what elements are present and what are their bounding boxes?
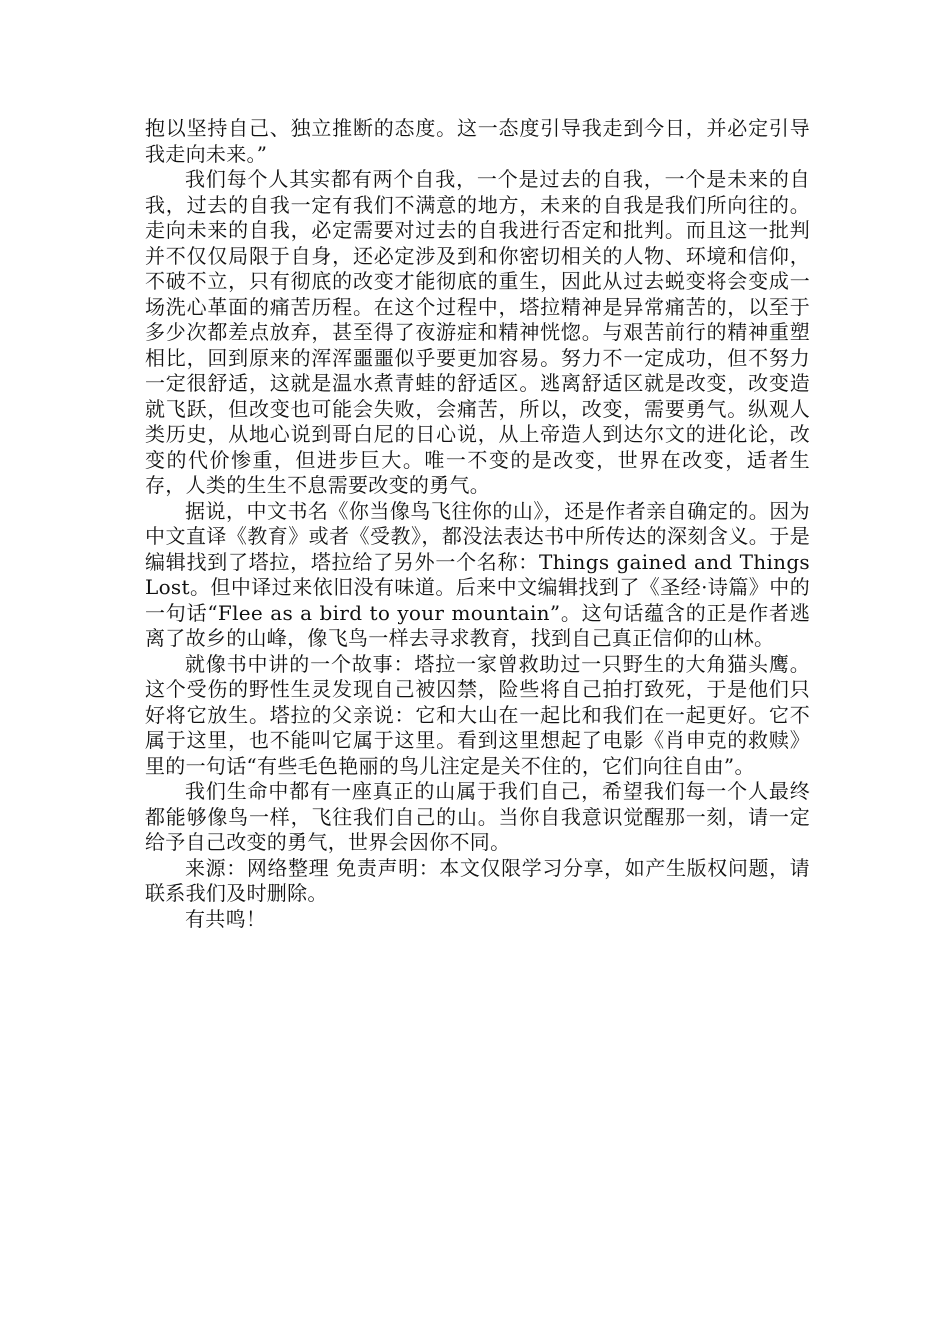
paragraph-disclaimer: 来源：网络整理 免责声明：本文仅限学习分享，如产生版权问题，请联系我们及时删除。 [145,855,810,905]
paragraph-book-title: 据说，中文书名《你当像鸟飞往你的山》，还是作者亲自确定的。因为中文直译《教育》或者《受教》，都没法表达书中所传达的深刻含义。于是编辑找到了塔拉，塔拉给了另外一个名称：Things gained and Things Lost。但中译过来依旧没有味道。后来中文编辑找到了《圣经·诗篇》中的一句话“Flee as a bird to your mountain”。这句话蕴含的正是作者逃离了故乡的山峰，像飞鸟一样去寻求教育，找到自己真正信仰的山林。 [145,498,810,650]
paragraph-two-selves: 我们每个人其实都有两个自我，一个是过去的自我，一个是未来的自我，过去的自我一定有我们不满意的地方，未来的自我是我们所向往的。走向未来的自我，必定需要对过去的自我进行否定和批判。而且这一批判并不仅仅局限于自身，还必定涉及到和你密切相关的人物、环境和信仰，不破不立，只有彻底的改变才能彻底的重生，因此从过去蜕变将会变成一场洗心革面的痛苦历程。在这个过程中，塔拉精神是异常痛苦的，以至于多少次都差点放弃，甚至得了夜游症和精神恍惚。与艰苦前行的精神重塑相比，回到原来的浑浑噩噩似乎要更加容易。努力不一定成功，但不努力一定很舒适，这就是温水煮青蛙的舒适区。逃离舒适区就是改变，改变造就飞跃，但改变也可能会失败，会痛苦，所以，改变，需要勇气。纵观人类历史，从地心说到哥白尼的日心说，从上帝造人到达尔文的进化论，改变的代价惨重，但进步巨大。唯一不变的是改变，世界在改变，适者生存，人类的生生不息需要改变的勇气。 [145,167,810,497]
paragraph-owl-story: 就像书中讲的一个故事：塔拉一家曾救助过一只野生的大角猫头鹰。这个受伤的野性生灵发现自己被囚禁，险些将自己拍打致死，于是他们只好将它放生。塔拉的父亲说：它和大山在一起比和我们在一起更好。它不属于这里，也不能叫它属于这里。看到这里想起了电影《肖申克的救赎》里的一句话“有些毛色艳丽的鸟儿注定是关不住的，它们向往自由”。 [145,651,810,778]
paragraph-resonance: 有共鸣！ [185,906,267,931]
paragraph-own-mountain: 我们生命中都有一座真正的山属于我们自己，希望我们每一个人最终都能够像鸟一样，飞往我们自己的山。当你自我意识觉醒那一刻，请一定给予自己改变的勇气，世界会因你不同。 [145,779,810,854]
paragraph-continuation: 抱以坚持自己、独立推断的态度。这一态度引导我走到今日，并必定引导我走向未来。” [145,116,810,166]
document-body [145,116,810,932]
